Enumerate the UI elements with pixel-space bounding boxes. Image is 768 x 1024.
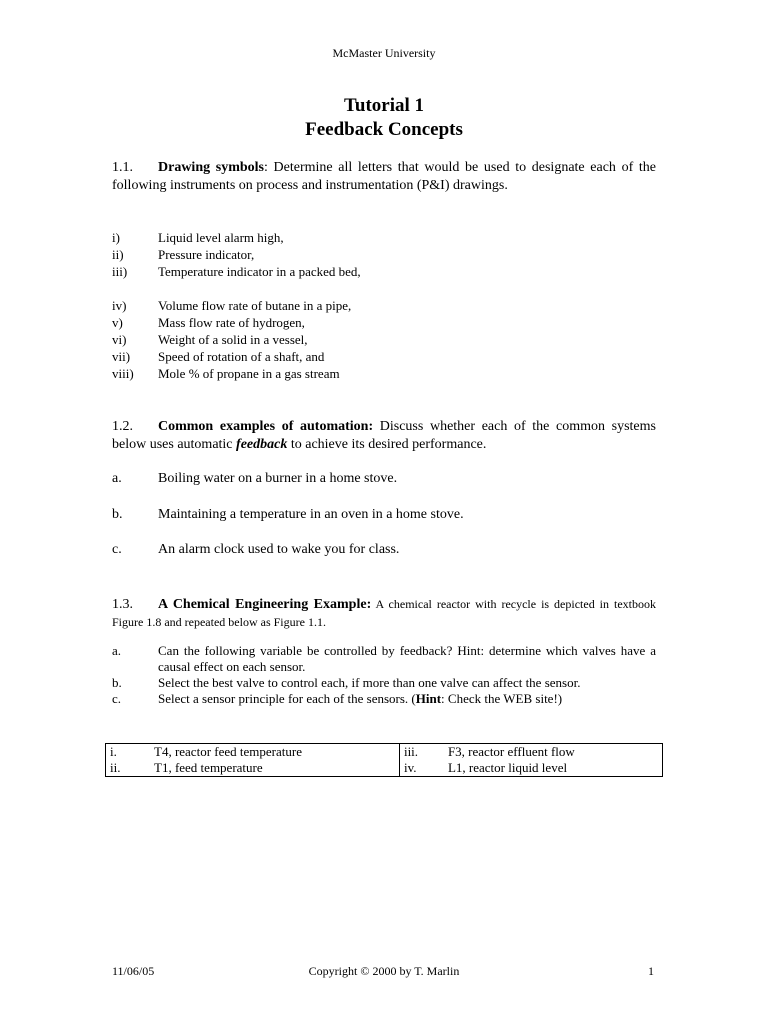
section-number: 1.1. (112, 160, 133, 175)
tutorial-subtitle: Feedback Concepts (305, 119, 463, 140)
item-number: iii) (112, 264, 128, 279)
item-number: i) (112, 230, 120, 245)
item-text: Select the best valve to control each, if more than one valve can affect the sensor. (158, 675, 581, 690)
item-text: Mass flow rate of hydrogen, (158, 315, 305, 330)
cell-text: T4, reactor feed temperature (154, 744, 302, 759)
section-text: A chemical reactor with recycle is depicted in textbook Figure 1.8 and repeated below as Figure 1.1. (112, 597, 656, 629)
cell-text: F3, reactor effluent flow (447, 744, 575, 759)
cell-number: i. (110, 744, 117, 759)
section-1-1-intro (112, 159, 656, 195)
item-text: Liquid level alarm high, (158, 230, 284, 245)
list-item (112, 643, 656, 675)
cell-text: L1, reactor liquid level (447, 760, 568, 775)
item-text: Mole % of propane in a gas stream (158, 366, 340, 381)
item-text: Speed of rotation of a shaft, and (158, 349, 325, 364)
table-row (106, 744, 663, 761)
cell-number: iii. (403, 744, 419, 759)
item-text: Weight of a solid in a vessel, (158, 332, 308, 347)
section-1-3-intro (112, 596, 656, 632)
table-cell (399, 744, 662, 761)
section-heading: A Chemical Engineering Example: (158, 597, 372, 612)
item-text: Maintaining a temperature in an oven in a home stove. (158, 507, 464, 522)
page-header: McMaster University (332, 46, 436, 60)
table-cell (106, 760, 400, 777)
item-text: Can the following variable be controlled by feedback? Hint: determine which valves have a causal effect on each sensor. (158, 643, 656, 674)
item-number: vi) (112, 332, 127, 347)
section-heading: Common examples of automation: (158, 419, 374, 434)
footer-date: 11/06/05 (112, 964, 155, 978)
list-item (112, 691, 656, 707)
item-text-part: Select a sensor principle for each of the sensors. ( (158, 691, 416, 706)
item-text (158, 691, 656, 707)
cell-number: ii. (110, 760, 121, 775)
sensor-table (105, 743, 663, 777)
item-text-part: : Check the WEB site!) (441, 691, 563, 706)
item-number: iv) (112, 298, 127, 313)
section-heading: Drawing symbols (158, 160, 264, 175)
item-number: c. (112, 691, 122, 706)
item-number: b. (112, 507, 123, 522)
item-text: Pressure indicator, (158, 247, 255, 262)
cell-text: T1, feed temperature (154, 760, 263, 775)
item-number: a. (112, 643, 122, 658)
cell-number: iv. (403, 760, 417, 775)
item-number: v) (112, 315, 123, 330)
table-cell (399, 760, 662, 777)
section-text: : Determine all letters that would be used to designate each of the following instruments on process and instrumentation (P&I) drawings. (112, 160, 656, 193)
tutorial-title: Tutorial 1 (343, 95, 425, 116)
item-number: ii) (112, 247, 124, 262)
item-number: vii) (112, 349, 131, 364)
item-text: Temperature indicator in a packed bed, (158, 264, 361, 279)
item-text: An alarm clock used to wake you for class. (158, 542, 400, 557)
section-number: 1.2. (112, 419, 133, 434)
item-text: Volume flow rate of butane in a pipe, (158, 298, 352, 313)
section-text: Discuss whether each of the common systems below uses automatic (112, 419, 656, 452)
item-text: Boiling water on a burner in a home stove. (158, 471, 398, 486)
section-number: 1.3. (112, 597, 133, 612)
item-number: c. (112, 542, 122, 557)
hint-label: Hint (415, 691, 442, 706)
item-number: viii) (112, 366, 134, 381)
footer-copyright: Copyright © 2000 by T. Marlin (308, 964, 460, 978)
table-cell (106, 744, 400, 761)
item-number: a. (112, 471, 122, 486)
section-text: to achieve its desired performance. (287, 437, 487, 452)
section-1-2-intro (112, 418, 656, 454)
table-row (106, 760, 663, 777)
question-list (112, 643, 656, 707)
item-number: b. (112, 675, 122, 690)
emphasis-word: feedback (236, 437, 288, 452)
footer-page-number: 1 (648, 964, 654, 978)
list-item (112, 675, 656, 691)
